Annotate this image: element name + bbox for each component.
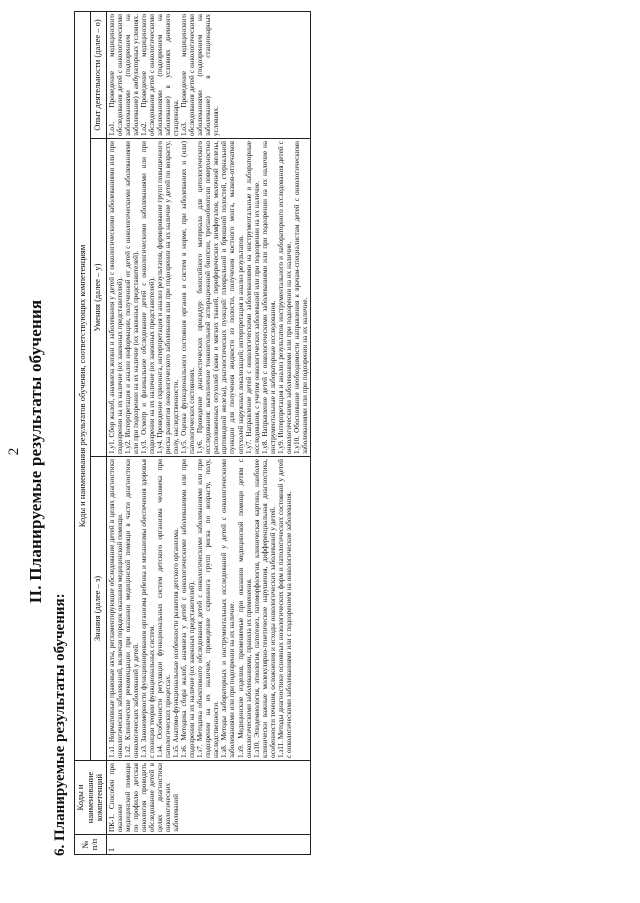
knowledge-item: 1.з11. Методы диагностики основных нозологических форм и патологических состояний у детей с онкологическими заболеваниями или с подозрением на онкологические заболевания. bbox=[276, 459, 293, 758]
knowledge-item: 1.з7. Методика объективного обследования детей с онкологическими заболеваниями или при подозрении на их наличие, проведение скрининга групп риска по возрасту, полу, наследственности. bbox=[196, 459, 221, 758]
experience-item: 1.о3. Проведение медицинского обследования детей с онкологическими заболеваниями (подозрением на заболевание) в стационарных условиях. bbox=[180, 14, 221, 136]
header-competence: Коды и наименование компетенций bbox=[75, 761, 107, 835]
row-experience bbox=[106, 12, 311, 139]
section-title: II. Планируемые результаты обучения bbox=[26, 299, 45, 604]
experience-item: 1.о1. Проведение медицинского обследования детей с онкологическими заболеваниями (подозрением на заболевание) в амбулаторных условиях. bbox=[107, 14, 140, 136]
header-knowledge: Знания (далее – з) bbox=[90, 457, 106, 761]
row-competence: ПК-1. Способен при оказании медицинской помощи по профилю детская онкология проводить обследование детей в целях диагностики онкологических заболеваний bbox=[106, 761, 311, 835]
knowledge-item: 1.з1. Нормативные правовые акты, регламентирующие обследование детей в целях диагностики онкологических заболеваний, включая порядок оказания медицинской помощи. bbox=[107, 459, 124, 758]
skill-item: 1.у5. Оценка функционального состояния органов и систем в норме, при заболеваниях и (или) патологических состояниях. bbox=[180, 141, 197, 454]
knowledge-item: 1.з3. Закономерности функционирования организма ребенка и механизмы обеспечения здоровья с позиции теории функциональных систем. bbox=[139, 459, 156, 758]
knowledge-item: 1.з10. Эпидемиология, этиология, патогенез, патоморфология, клиническая картина, наиболее клинически важные молекулярно-генетические нарушения, дифференциальная диагностика, особенности течения, осложнения и исходы онкологических заболеваний у детей. bbox=[252, 459, 277, 758]
skill-item: 1.у9. Интерпретация и анализ результатов инструментального и лабораторного исследования детей с онкологическими заболеваниями или при подозрении на их наличие. bbox=[276, 141, 293, 454]
row-num: 1 bbox=[106, 835, 311, 855]
header-group: Коды и наименования результатов обучения, соответствующих компетенциям bbox=[75, 12, 91, 761]
skill-item: 1.у1. Сбор жалоб, анамнеза жизни и заболевания у детей с онкологическими заболеваниями или при подозрении на их наличие (их законных представителей). bbox=[107, 141, 124, 454]
experience-item: 1.о2. Проведение медицинского обследования детей с онкологическими заболеваниями (подозрением на заболевание) в условиях дневного стационара. bbox=[139, 14, 181, 136]
skill-item: 1.у10. Обоснование необходимости направления к врачам-специалистам детей с онкологическими заболеваниями или при подозрении на их наличие. bbox=[292, 141, 310, 454]
sub-heading: 6. Планируемые результаты обучения: bbox=[52, 593, 68, 856]
knowledge-item: 1.з8. Методы лабораторных и инструментальных исследований у детей с онкологическими заболеваниями или при подозрении на их наличие. bbox=[220, 459, 237, 758]
skill-item: 1.у6. Проведение диагностических процедур: биопсийного материала для цитологического исследования: выполнение тонкоигольной аспирационной биопсии, трепанобиопсии поверхностно расположенных опухолей (кожи и мягких тканей, периферических лимфоузлов, молочной железы, щитовидной железы), диагностических пункций: плевральной и брюшной полостей, стернальной пункции для получения жидкости из полости, получения костного мозга, мазков-отпечатков опухолей наружных локализаций; интерпретация и анализ результатов. bbox=[196, 141, 245, 454]
knowledge-item: 1.з6. Методика сбора жалоб, анамнеза у детей с онкологическими заболеваниями или при подозрении на их наличие (их законных представителей). bbox=[180, 459, 197, 758]
header-experience: Опыт деятельности (далее – о) bbox=[90, 12, 106, 139]
results-table bbox=[74, 11, 311, 855]
header-num: № п/п bbox=[75, 835, 107, 855]
skill-item: 1.у3. Осмотр и физикальное обследование детей с онкологическими заболеваниями или при подозрении на их наличие (их законных представителей). bbox=[139, 141, 156, 454]
row-knowledge bbox=[106, 457, 311, 761]
page-number: 2 bbox=[6, 447, 22, 456]
header-skills: Умения (далее – у) bbox=[90, 139, 106, 457]
knowledge-item: 1.з5. Анатомо-функциональные особенности развития детского организма. bbox=[172, 528, 181, 758]
table-row bbox=[106, 12, 311, 855]
table-header-row bbox=[75, 12, 91, 855]
skill-item: 1.у4. Проведение скрининга, интерпретация и анализ результатов, формирование групп повышенного риска развития онкологического заболевания или при подозрении на их наличие у детей по возрасту, полу, наследственности. bbox=[155, 141, 181, 454]
knowledge-item: 1.з4. Особенности регуляции функциональных систем детского организма человека при патологических процессах. bbox=[155, 459, 172, 758]
row-skills bbox=[106, 139, 311, 457]
skill-item: 1.у7. Направление детей с онкологическими заболеваниями на инструментальные и лабораторные исследования, с учетом онкологических заболеваний или при подозрении на их наличие. bbox=[244, 141, 261, 454]
skill-item: 1.у8. Направление детей с онкологическими заболеваниями или при подозрении на их наличие на инструментальные и лабораторные исследования. bbox=[260, 141, 277, 454]
knowledge-item: 1.з2. Клинические рекомендации при оказании медицинской помощи в части диагностики онкологических заболеваний у детей. bbox=[123, 459, 140, 758]
skill-item: 1.у2. Интерпретация и анализ информации, полученной от детей с онкологическими заболеваниями или при подозрении на их наличие (их законных представителей). bbox=[123, 141, 140, 454]
table-subheader-row bbox=[90, 12, 106, 855]
knowledge-item: 1.з9. Медицинские изделия, применяемые при оказании медицинской помощи детям с онкологическими заболеваниями, правила их применения. bbox=[236, 459, 253, 758]
